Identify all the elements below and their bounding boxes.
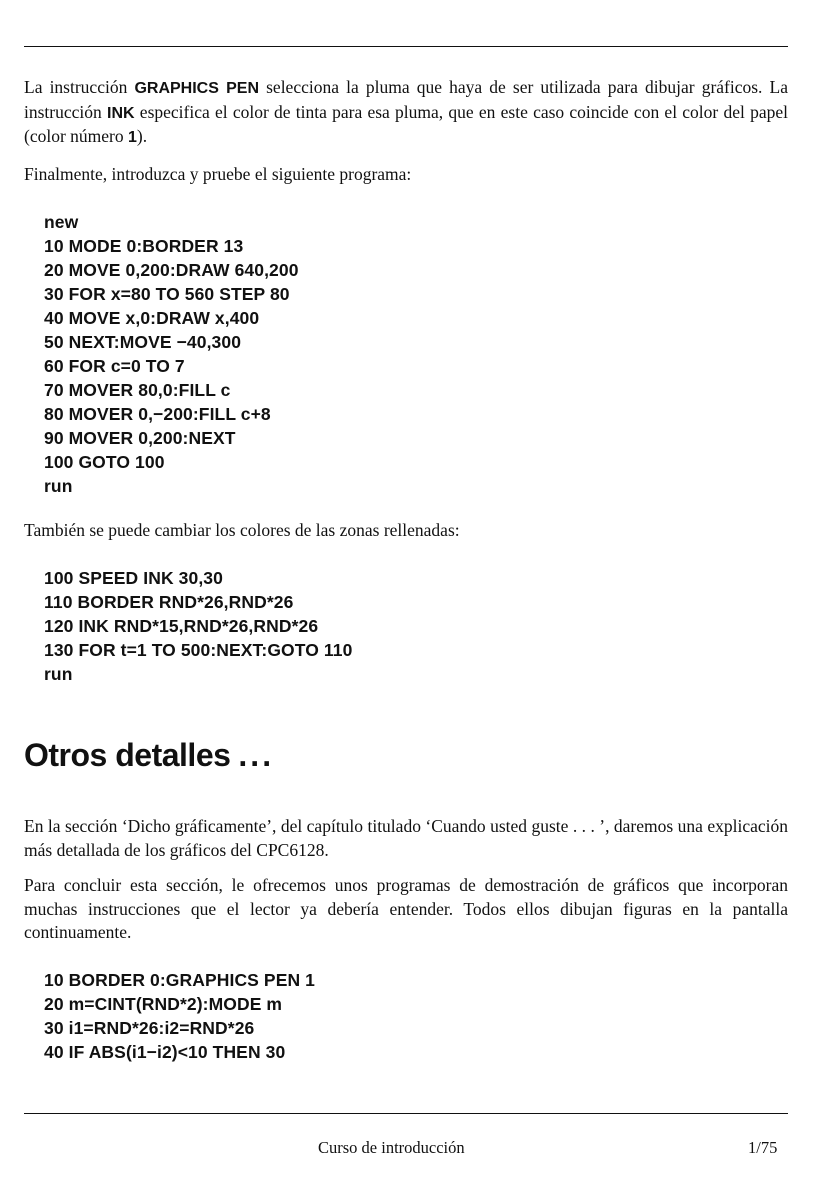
intro-paragraph	[24, 76, 788, 150]
code-line: 110 BORDER RND*26,RND*26	[44, 592, 294, 612]
keyword-ink: INK	[107, 104, 135, 122]
section-paragraph-2: Para concluir esta sección, le ofrecemos unos programas de demostración de gráficos que incorporan muchas instrucciones que el lector ya debería entender. Todos ellos dibujan figuras en la pantalla continuamente.	[24, 875, 788, 942]
keyword-graphics-pen: GRAPHICS PEN	[134, 80, 259, 97]
code-line: 80 MOVER 0,−200:FILL c+8	[44, 404, 271, 424]
intro-text-2: selecciona la pluma que haya de ser utilizada para dibujar gráficos. La instrucción	[24, 77, 789, 122]
code-line: 50 NEXT:MOVE −40,300	[44, 332, 242, 352]
intro-text-3: especifica el color de tinta para esa pluma, que en este caso coincide con el color del papel (color número	[24, 101, 788, 146]
keyword-color-number: 1	[128, 129, 137, 146]
intro-text-4: ).	[136, 126, 148, 146]
code-line: 70 MOVER 80,0:FILL c	[44, 380, 231, 400]
footer-title: Curso de introducción	[318, 1138, 465, 1157]
section-paragraph-1: En la sección ‘Dicho gráficamente’, del capítulo titulado ‘Cuando usted guste . . . ’, daremos una explicación más detallada de los gráficos del CPC6128.	[24, 816, 788, 860]
code-line: 40 MOVE x,0:DRAW x,400	[44, 308, 260, 328]
code-line: 20 m=CINT(RND*2):MODE m	[44, 994, 283, 1014]
code-line: 20 MOVE 0,200:DRAW 640,200	[44, 260, 299, 280]
code-line: 40 IF ABS(i1−i2)<10 THEN 30	[44, 1042, 286, 1062]
code-listing-2	[44, 566, 352, 686]
code-listing-1	[44, 210, 299, 498]
page-number: 1/75	[748, 1138, 778, 1157]
code-line: 10 BORDER 0:GRAPHICS PEN 1	[44, 970, 315, 990]
code-line: 120 INK RND*15,RND*26,RND*26	[44, 616, 319, 636]
section-title-dots: ...	[238, 737, 275, 773]
code-line: run	[44, 664, 73, 684]
top-rule	[24, 46, 788, 47]
bottom-rule	[24, 1113, 788, 1114]
code-line: 10 MODE 0:BORDER 13	[44, 236, 244, 256]
mid-paragraph: También se puede cambiar los colores de las zonas rellenadas:	[24, 520, 460, 540]
code-line: new	[44, 212, 79, 232]
code-line: 30 i1=RND*26:i2=RND*26	[44, 1018, 255, 1038]
code-line: run	[44, 476, 73, 496]
code-listing-3	[44, 968, 315, 1064]
code-line: 90 MOVER 0,200:NEXT	[44, 428, 236, 448]
intro-text-1: La instrucción	[24, 77, 135, 97]
code-line: 100 GOTO 100	[44, 452, 165, 472]
section-title: Otros detalles	[24, 737, 231, 773]
section-heading	[24, 733, 274, 777]
code-line: 100 SPEED INK 30,30	[44, 568, 223, 588]
code-line: 60 FOR c=0 TO 7	[44, 356, 185, 376]
instruction-paragraph: Finalmente, introduzca y pruebe el siguiente programa:	[24, 164, 412, 184]
code-line: 30 FOR x=80 TO 560 STEP 80	[44, 284, 290, 304]
code-line: 130 FOR t=1 TO 500:NEXT:GOTO 110	[44, 640, 353, 660]
